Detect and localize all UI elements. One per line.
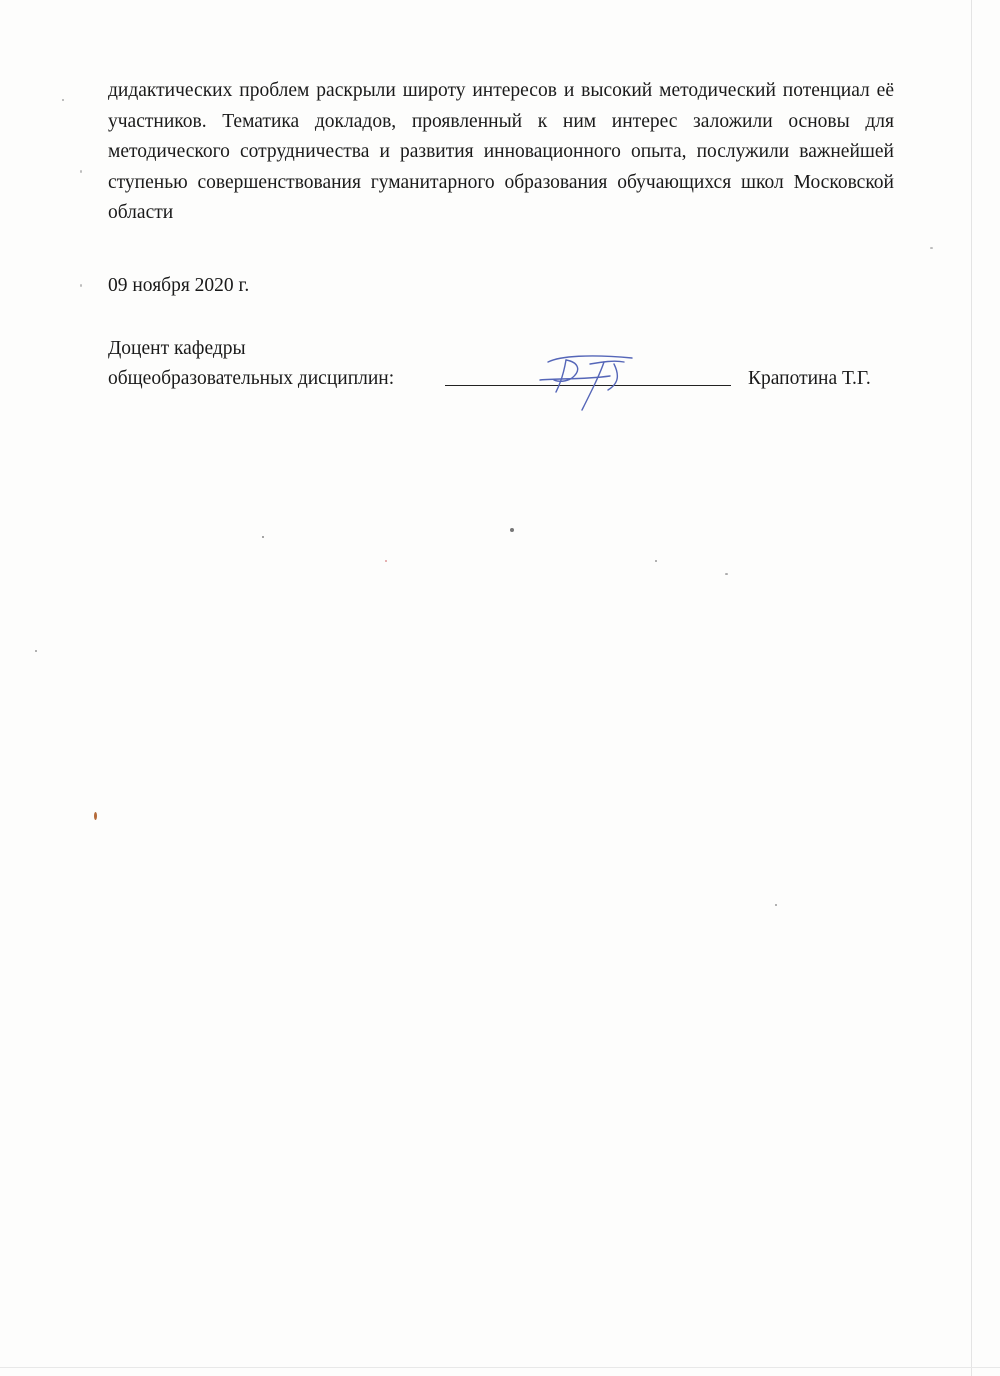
scan-edge-right: [971, 0, 972, 1376]
signatory-position: Доцент кафедры: [108, 338, 246, 359]
scan-speck: [80, 284, 82, 287]
scan-edge-bottom: [0, 1367, 1000, 1368]
scan-speck: [262, 536, 264, 538]
scan-speck: [775, 904, 777, 906]
scan-speck: [655, 560, 657, 562]
scan-speck: [930, 247, 933, 249]
handwritten-signature: [520, 350, 650, 420]
scan-speck: [80, 170, 82, 173]
scan-speck: [35, 650, 37, 652]
document-date: 09 ноября 2020 г.: [108, 275, 250, 296]
signatory-name: Крапотина Т.Г.: [748, 368, 871, 389]
scan-speck: [62, 99, 64, 101]
scan-speck: [510, 528, 514, 532]
scan-speck: [94, 812, 97, 820]
scan-speck: [385, 560, 387, 562]
signature-row: [108, 364, 898, 394]
scan-speck: [725, 573, 728, 575]
signatory-department: общеобразовательных дисциплин:: [108, 368, 395, 389]
closing-paragraph: дидактических проблем раскрыли широту интересов и высокий методический потенциал её участников. Тематика докладов, проявленный к ним интерес заложили основы для методического сотрудничества и развития инновационного опыта, послужили важнейшей ступенью совершенствования гуманитарного образования обучающихся школ Московской области: [108, 80, 894, 223]
